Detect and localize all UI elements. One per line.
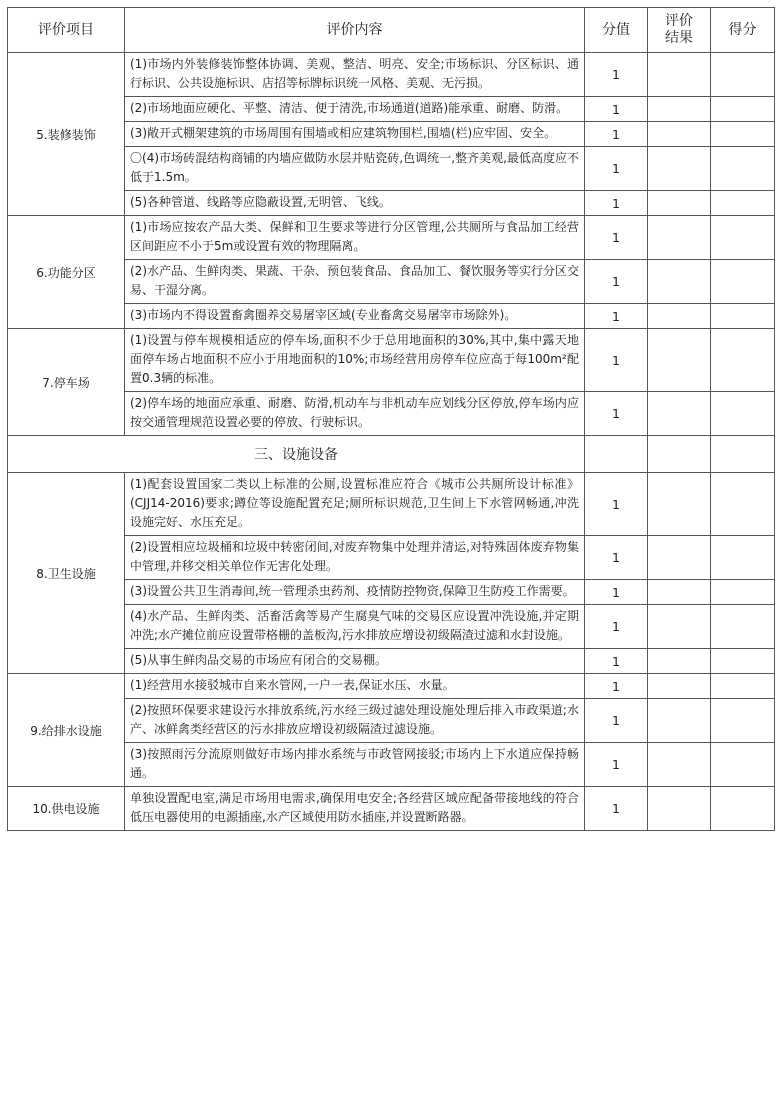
section-blank	[648, 436, 711, 473]
result-cell	[648, 304, 711, 329]
result-cell	[648, 260, 711, 304]
criterion-text: (3)市场内不得设置畜禽圈养交易屠宰区域(专业畜禽交易屠宰市场除外)。	[125, 304, 585, 329]
item-name: 6.功能分区	[8, 216, 125, 329]
table-row	[8, 473, 775, 536]
criterion-text: (2)按照环保要求建设污水排放系统,污水经三级过滤处理设施处理后排入市政渠道;水产、冰鲜禽类经营区的污水排放应增设初级隔渣过滤设施。	[125, 699, 585, 743]
item-name: 9.给排水设施	[8, 674, 125, 787]
item-name: 5.装修装饰	[8, 53, 125, 216]
score-value: 1	[585, 122, 648, 147]
points-cell	[711, 304, 775, 329]
score-value: 1	[585, 97, 648, 122]
criterion-text: (2)设置相应垃圾桶和垃圾中转密闭间,对废弃物集中处理并清运,对特殊固体废弃物集中管理,并移交相关单位作无害化处理。	[125, 536, 585, 580]
points-cell	[711, 97, 775, 122]
criterion-text: (1)市场内外装修装饰整体协调、美观、整洁、明亮、安全;市场标识、分区标识、通行标识、公共设施标识、店招等标牌标识统一风格、美观、无污损。	[125, 53, 585, 97]
table-body-a	[8, 53, 775, 436]
table-row	[8, 53, 775, 97]
score-value: 1	[585, 787, 648, 831]
criterion-text: (3)按照雨污分流原则做好市场内排水系统与市政管网接驳;市场内上下水道应保持畅通。	[125, 743, 585, 787]
criterion-text: (3)设置公共卫生消毒间,统一管理杀虫药剂、疫情防控物资,保障卫生防疫工作需要。	[125, 580, 585, 605]
points-cell	[711, 536, 775, 580]
result-cell	[648, 787, 711, 831]
points-cell	[711, 787, 775, 831]
points-cell	[711, 53, 775, 97]
score-value: 1	[585, 191, 648, 216]
result-cell	[648, 392, 711, 436]
section-blank	[711, 436, 775, 473]
points-cell	[711, 329, 775, 392]
criterion-text: (1)设置与停车规模相适应的停车场,面积不少于总用地面积的30%,其中,集中露天地面停车场占地面积不应小于用地面积的10%;市场经营用房停车位应高于每100m²配置0.3辆的标准。	[125, 329, 585, 392]
points-cell	[711, 122, 775, 147]
result-cell	[648, 191, 711, 216]
score-value: 1	[585, 674, 648, 699]
score-value: 1	[585, 699, 648, 743]
score-value: 1	[585, 260, 648, 304]
criterion-text: (4)水产品、生鲜肉类、活畜活禽等易产生腐臭气味的交易区应设置冲洗设施,并定期冲洗;水产摊位前应设置带格栅的盖板沟,污水排放应增设初级隔渣过滤和水封设施。	[125, 605, 585, 649]
criterion-text: (2)停车场的地面应承重、耐磨、防滑,机动车与非机动车应划线分区停放,停车场内应按交通管理规范设置必要的停放、行驶标识。	[125, 392, 585, 436]
section-blank	[585, 436, 648, 473]
result-cell	[648, 536, 711, 580]
score-value: 1	[585, 392, 648, 436]
result-cell	[648, 649, 711, 674]
table-header-row	[8, 8, 775, 53]
criterion-text: (1)市场应按农产品大类、保鲜和卫生要求等进行分区管理,公共厕所与食品加工经营区间距应不小于5m或设置有效的物理隔离。	[125, 216, 585, 260]
points-cell	[711, 743, 775, 787]
points-cell	[711, 260, 775, 304]
header-item: 评价项目	[8, 8, 125, 53]
points-cell	[711, 473, 775, 536]
item-name: 10.供电设施	[8, 787, 125, 831]
section-title: 三、设施设备	[8, 436, 585, 473]
item-name: 8.卫生设施	[8, 473, 125, 674]
result-cell	[648, 53, 711, 97]
score-value: 1	[585, 743, 648, 787]
result-cell	[648, 329, 711, 392]
result-cell	[648, 122, 711, 147]
points-cell	[711, 392, 775, 436]
result-cell	[648, 147, 711, 191]
table-body-section	[8, 436, 775, 473]
points-cell	[711, 699, 775, 743]
criterion-text: (1)配套设置国家二类以上标准的公厕,设置标准应符合《城市公共厕所设计标准》(CJJ14-2016)要求;蹲位等设施配置充足;厕所标识规范,卫生间上下水管网畅通,冲洗设施完好、水压充足。	[125, 473, 585, 536]
score-value: 1	[585, 649, 648, 674]
result-cell	[648, 580, 711, 605]
points-cell	[711, 580, 775, 605]
header-score: 分值	[585, 8, 648, 53]
score-value: 1	[585, 605, 648, 649]
section-row	[8, 436, 775, 473]
table-row	[8, 329, 775, 392]
result-cell	[648, 97, 711, 122]
score-value: 1	[585, 473, 648, 536]
score-value: 1	[585, 580, 648, 605]
table-row	[8, 674, 775, 699]
criterion-text: 单独设置配电室,满足市场用电需求,确保用电安全;各经营区域应配备带接地线的符合低压电器使用的电源插座,水产区域使用防水插座,并设置断路器。	[125, 787, 585, 831]
result-cell	[648, 699, 711, 743]
points-cell	[711, 674, 775, 699]
table-body-b	[8, 473, 775, 831]
item-name: 7.停车场	[8, 329, 125, 436]
result-cell	[648, 674, 711, 699]
points-cell	[711, 649, 775, 674]
evaluation-table	[7, 7, 775, 831]
criterion-text: 〇(4)市场砖混结构商铺的内墙应做防水层并贴瓷砖,色调统一,整齐美观,最低高度应不低于1.5m。	[125, 147, 585, 191]
table-row	[8, 216, 775, 260]
header-content: 评价内容	[125, 8, 585, 53]
score-value: 1	[585, 147, 648, 191]
criterion-text: (3)敞开式棚架建筑的市场周围有围墙或相应建筑物围栏,围墙(栏)应牢固、安全。	[125, 122, 585, 147]
criterion-text: (1)经营用水接驳城市自来水管网,一户一表,保证水压、水量。	[125, 674, 585, 699]
result-cell	[648, 743, 711, 787]
score-value: 1	[585, 304, 648, 329]
header-result: 评价 结果	[648, 8, 711, 53]
score-value: 1	[585, 53, 648, 97]
criterion-text: (5)各种管道、线路等应隐蔽设置,无明管、飞线。	[125, 191, 585, 216]
result-cell	[648, 473, 711, 536]
criterion-text: (2)市场地面应硬化、平整、清洁、便于清洗,市场通道(道路)能承重、耐磨、防滑。	[125, 97, 585, 122]
score-value: 1	[585, 536, 648, 580]
score-value: 1	[585, 216, 648, 260]
result-cell	[648, 605, 711, 649]
criterion-text: (5)从事生鲜肉品交易的市场应有闭合的交易棚。	[125, 649, 585, 674]
table-row	[8, 787, 775, 831]
score-value: 1	[585, 329, 648, 392]
header-points: 得分	[711, 8, 775, 53]
points-cell	[711, 147, 775, 191]
criterion-text: (2)水产品、生鲜肉类、果蔬、干杂、预包装食品、食品加工、餐饮服务等实行分区交易、干湿分离。	[125, 260, 585, 304]
points-cell	[711, 191, 775, 216]
result-cell	[648, 216, 711, 260]
points-cell	[711, 605, 775, 649]
points-cell	[711, 216, 775, 260]
